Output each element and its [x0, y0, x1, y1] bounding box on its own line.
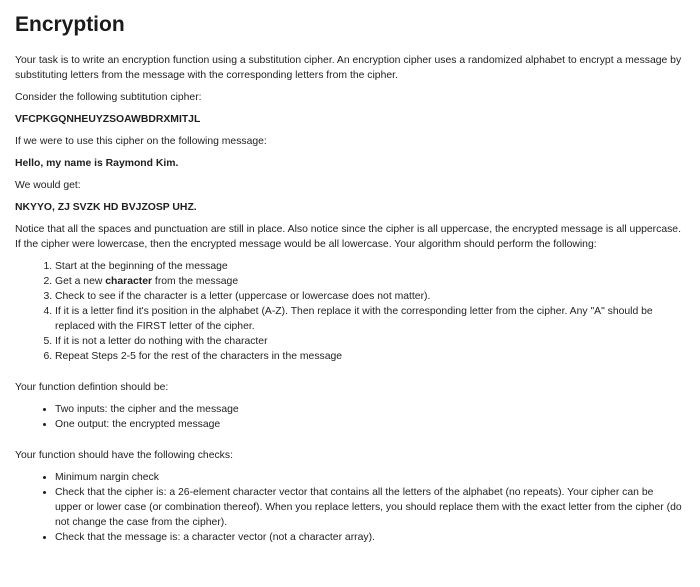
- step-text: Check to see if the character is a letter (uppercase or lowercase does not matter).: [55, 291, 431, 302]
- we-would-get-text: We would get:: [15, 180, 81, 191]
- definition-heading: Your function defintion should be:: [15, 382, 169, 393]
- list-item: • One output: the encrypted message: [55, 417, 682, 432]
- cipher-text: VFCPKGQNHEUYZSOAWBDRXMITJL: [15, 114, 201, 125]
- step-text: Repeat Steps 2-5 for the rest of the characters in the message: [55, 351, 343, 362]
- consider-text: Consider the following subtitution cipher:: [15, 92, 202, 103]
- algorithm-steps-list: [15, 259, 682, 364]
- checks-list: [15, 470, 682, 545]
- message-text: Hello, my name is Raymond Kim.: [15, 158, 179, 169]
- list-item: • Check that the cipher is: a 26-element character vector that contains all the letters of the alphabet (no repeats). Your cipher can be upper or lower case (or combination thereof). When you replace letters, you should replace them with the exact letter from the cipher (do not change the case from the cipher).: [55, 485, 682, 530]
- step-item: [55, 289, 682, 304]
- step-item: [55, 304, 682, 334]
- intro-paragraph: Your task is to write an encryption function using a substitution cipher. An encryption cipher uses a randomized alphabet to encrypt a message by substituting letters from the message with the corresponding letters from the cipher.: [15, 55, 682, 81]
- list-item: • Check that the message is: a character vector (not a character array).: [55, 530, 682, 545]
- if-we-use-text: If we were to use this cipher on the following message:: [15, 136, 267, 147]
- step-text-bold: character: [105, 276, 153, 287]
- step-item: [55, 334, 682, 349]
- step-text-pre: Get a new: [55, 276, 106, 287]
- list-item: • Two inputs: the cipher and the message: [55, 402, 682, 417]
- encrypted-text: NKYYO, ZJ SVZK HD BVJZOSP UHZ.: [15, 202, 197, 213]
- page-title: Encryption: [15, 13, 125, 36]
- step-item: [55, 274, 682, 289]
- definition-list: [15, 402, 682, 432]
- step-item: [55, 349, 682, 364]
- notice-paragraph: Notice that all the spaces and punctuation are still in place. Also notice since the cipher is all uppercase, the encrypted message is all uppercase. If the cipher were lowercase, then the encrypted message would be all lowercase. Your algorithm should perform the following:: [15, 224, 681, 250]
- step-text-post: from the message: [152, 276, 239, 287]
- step-item: [55, 259, 682, 274]
- checks-heading: Your function should have the following checks:: [15, 450, 233, 461]
- step-text: If it is a letter find it's position in the alphabet (A-Z). Then replace it with the corresponding letter from the cipher. Any "A" should be replaced with the FIRST letter of the cipher.: [55, 306, 653, 332]
- step-text: Start at the beginning of the message: [55, 261, 228, 272]
- step-text: If it is not a letter do nothing with the character: [55, 336, 268, 347]
- list-item: • Minimum nargin check: [55, 470, 682, 485]
